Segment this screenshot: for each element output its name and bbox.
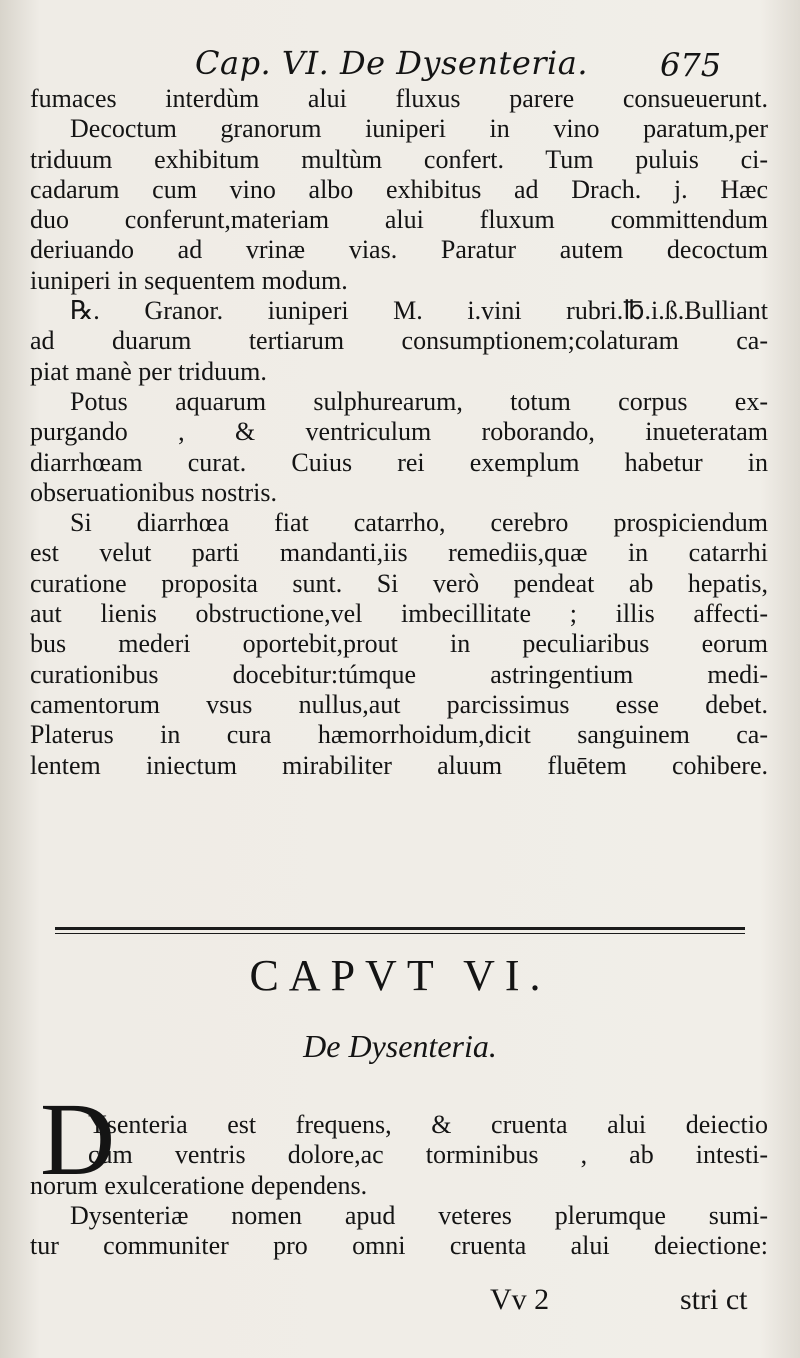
rule-thick: [55, 927, 745, 930]
catchword-line: [0, 1283, 800, 1323]
catchword: stri ct: [680, 1283, 748, 1316]
text-line: Potus aquarum sulphurearum, totum corpus ex-: [70, 386, 768, 416]
text-line: duo conferunt,materiam alui fluxum committendum: [30, 205, 768, 235]
text-line: Decoctum granorum iuniperi in vino paratum,per: [70, 114, 768, 144]
text-line: est velut parti mandanti,iis remediis,quæ in catarrhi: [30, 538, 768, 568]
chapter-heading: CAPVT VI.: [249, 951, 551, 1000]
signature-mark: Vv 2: [490, 1283, 550, 1316]
chapter-divider-rule: [55, 927, 745, 934]
text-line: Ysenteria est frequens, & cruenta alui deiectio: [88, 1110, 768, 1139]
text-line: tur communiter pro omni cruenta alui deiectione:: [30, 1231, 768, 1261]
lower-text-block: [30, 1110, 768, 1261]
rule-thin: [55, 933, 745, 934]
text-line: diarrhœam curat. Cuius rei exemplum habetur in: [30, 447, 768, 477]
text-line: ad duarum tertiarum consumptionem;colaturam ca-: [30, 326, 768, 356]
text-line: Si diarrhœa fiat catarrho, cerebro prospiciendum: [70, 508, 768, 538]
text-line: triduum exhibitum multùm confert. Tum puluis ci-: [30, 144, 768, 174]
page-number: 675: [660, 46, 722, 84]
text-line: cum ventris dolore,ac torminibus , ab intesti-: [88, 1140, 768, 1170]
text-line: fumaces interdùm alui fluxus parere consueuerunt.: [30, 84, 768, 113]
chapter-subtitle: De Dysenteria.: [303, 1028, 497, 1064]
text-line: norum exulceratione dependens.: [30, 1170, 368, 1200]
text-line: piat manè per triduum.: [30, 356, 267, 386]
text-line: ℞. Granor. iuniperi M. i.vini rubri.℔.i.ß.Bulliant: [70, 296, 768, 326]
text-line: Dysenteriæ nomen apud veteres plerumque sumi-: [70, 1200, 768, 1230]
upper-text-block: [30, 84, 768, 781]
text-line: curationibus docebitur:túmque astringentium medi-: [30, 659, 768, 689]
text-line: cadarum cum vino albo exhibitus ad Drach. j. Hæc: [30, 174, 768, 204]
text-line: curatione proposita sunt. Si verò pendeat ab hepatis,: [30, 568, 768, 598]
text-line: bus mederi oportebit,prout in peculiaribus eorum: [30, 629, 768, 659]
text-line: obseruationibus nostris.: [30, 477, 277, 507]
text-line: Platerus in cura hæmorrhoidum,dicit sanguinem ca-: [30, 720, 768, 750]
running-head-title: Cap. VI. De Dysenteria.: [195, 44, 589, 82]
drop-cap: D: [40, 1082, 116, 1197]
text-line: purgando , & ventriculum roborando, inueteratam: [30, 417, 768, 447]
text-line: lentem iniectum mirabiliter aluum fluētem cohibere.: [30, 750, 768, 780]
text-line: deriuando ad vrinæ vias. Paratur autem decoctum: [30, 235, 768, 265]
text-line: aut lienis obstructione,vel imbecillitate ; illis affecti-: [30, 599, 768, 629]
text-line: camentorum vsus nullus,aut parcissimus esse debet.: [30, 689, 768, 719]
text-line: iuniperi in sequentem modum.: [30, 265, 348, 295]
